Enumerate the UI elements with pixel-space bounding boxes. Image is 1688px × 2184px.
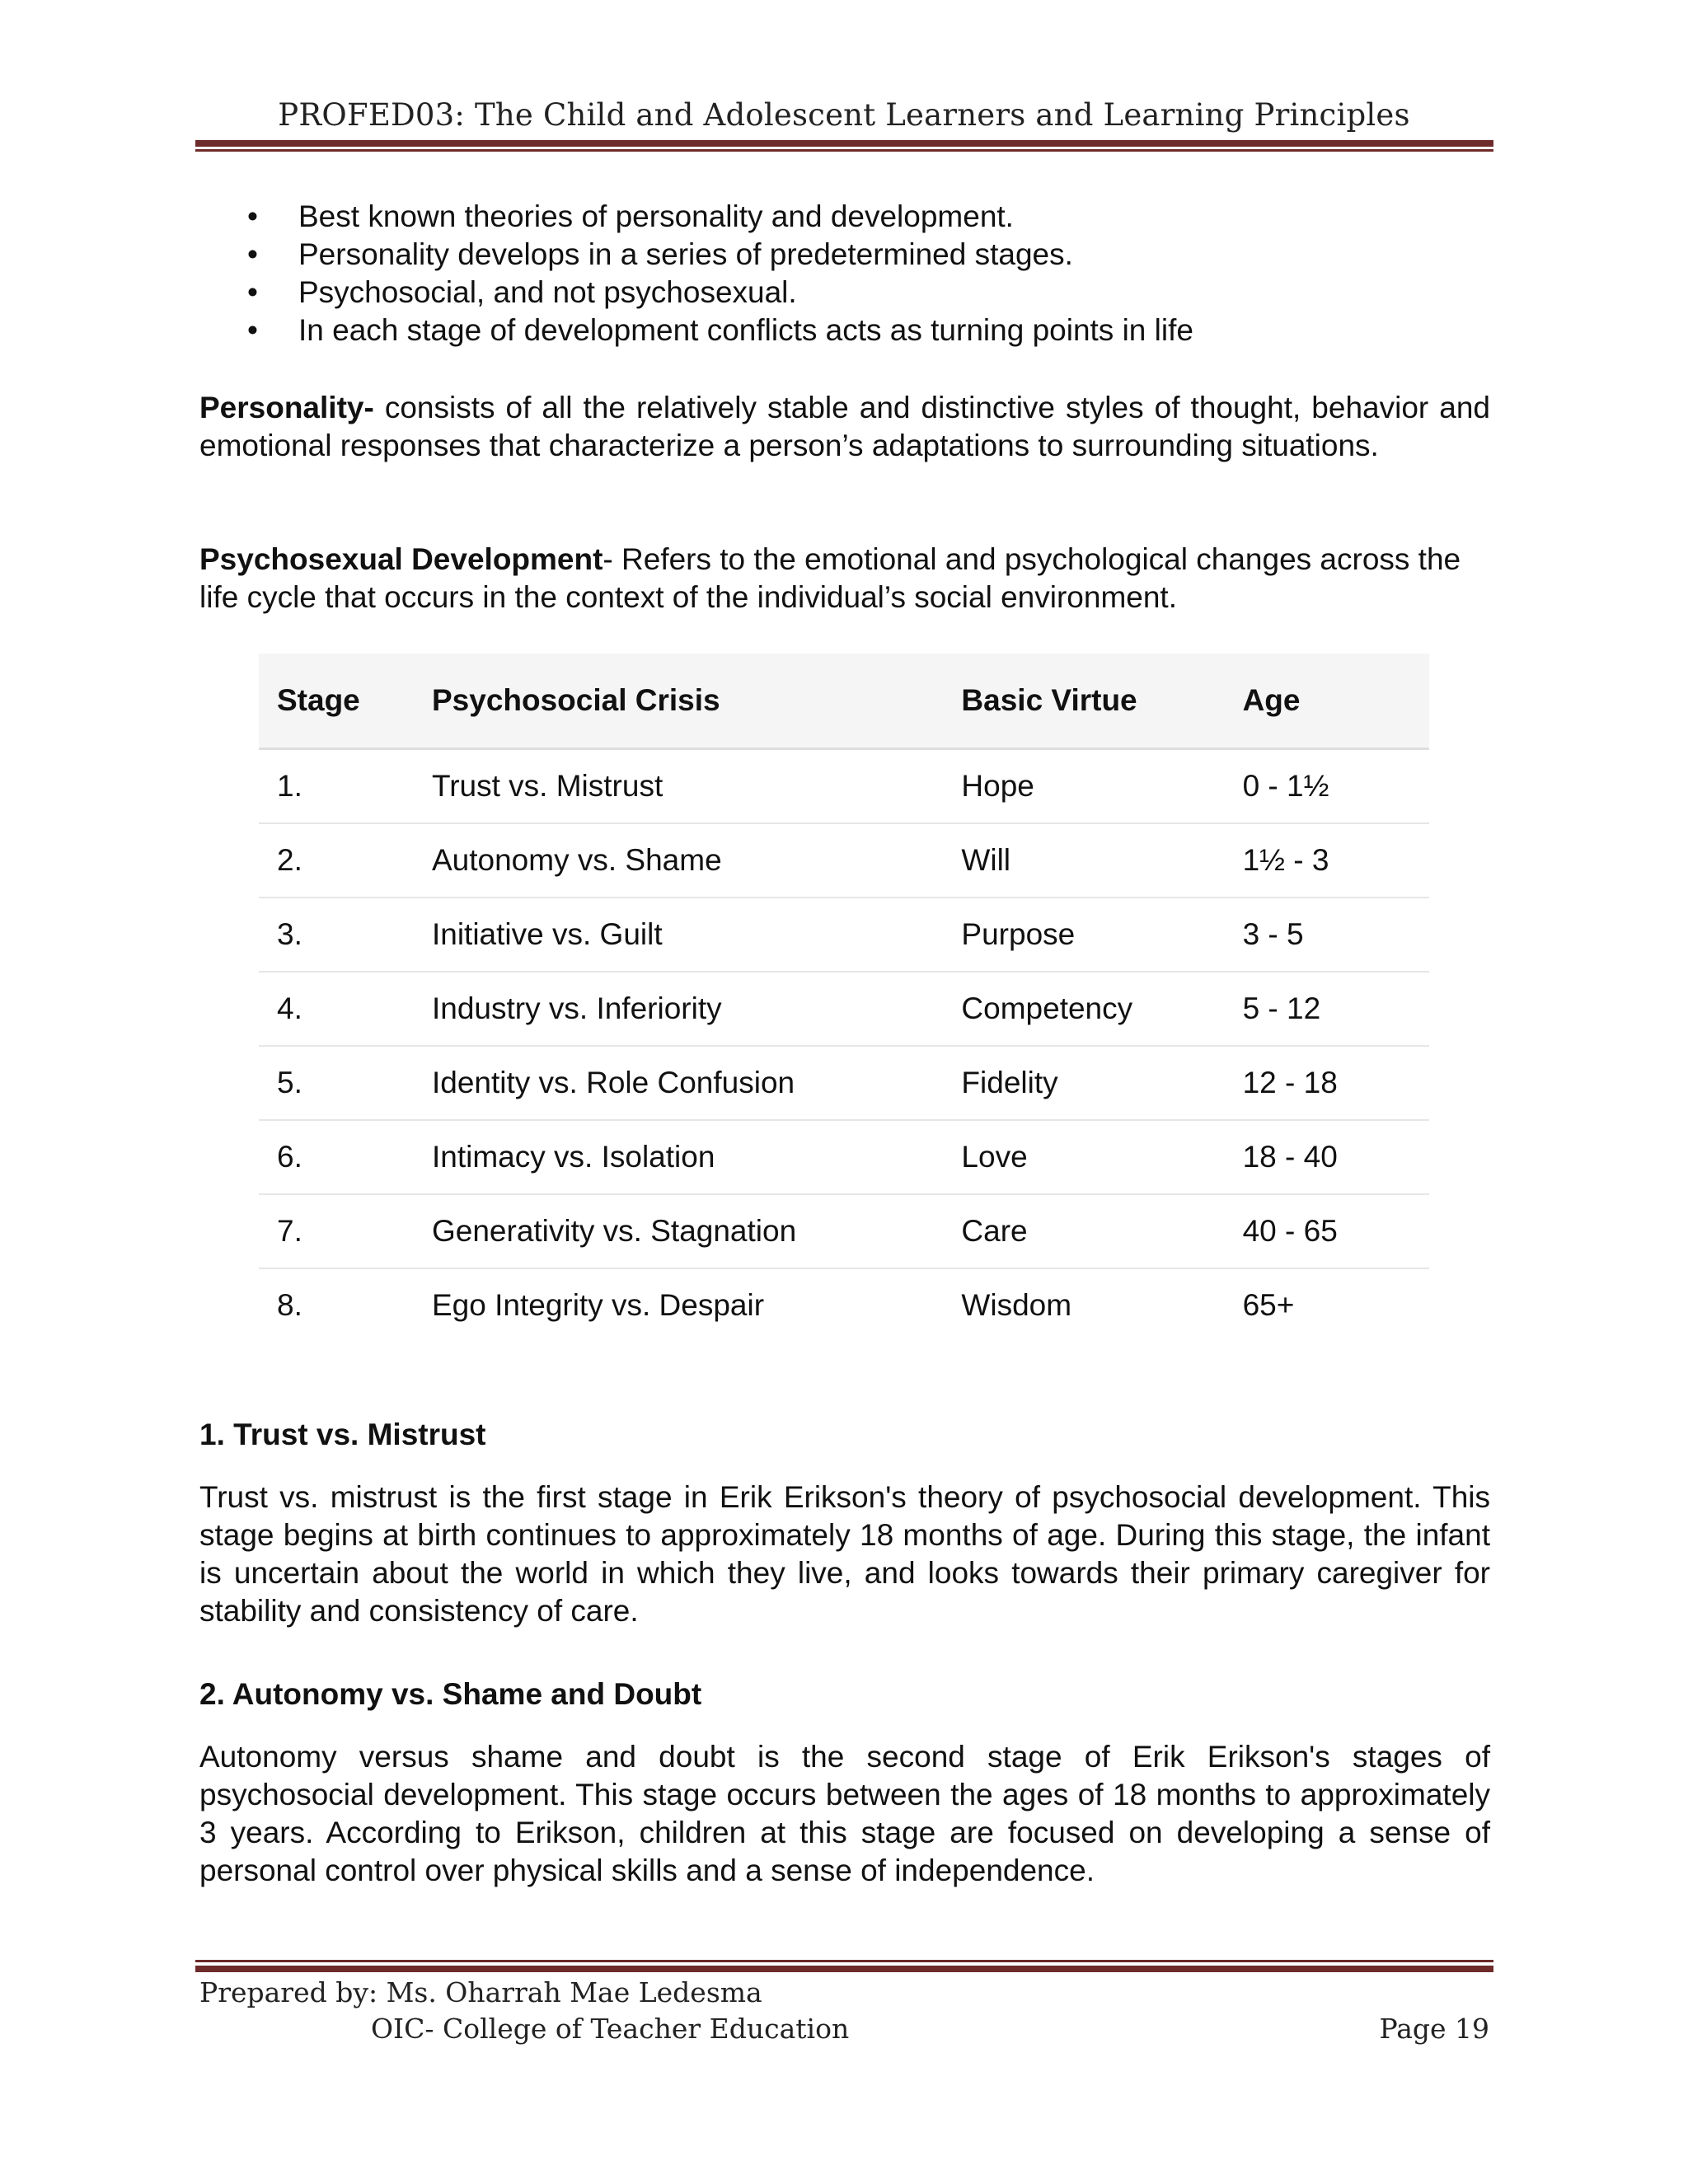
psychosocial-stages-table	[259, 654, 1429, 1342]
table-cell: Trust vs. Mistrust	[414, 749, 943, 824]
footer-prepared-by: Prepared by: Ms. Oharrah Mae Ledesma	[199, 1976, 762, 2008]
table-cell: 40 - 65	[1225, 1194, 1429, 1268]
table-cell: Love	[943, 1120, 1224, 1194]
table-cell: 18 - 40	[1225, 1120, 1429, 1194]
table-cell: Competency	[943, 972, 1224, 1046]
table-cell: Identity vs. Role Confusion	[414, 1046, 943, 1120]
footer-position: OIC- College of Teacher Education	[371, 2013, 850, 2045]
personality-definition	[199, 389, 1490, 465]
table-cell: 6.	[259, 1120, 414, 1194]
section-text-trust: Trust vs. mistrust is the first stage in Erik Erikson's theory of psychosocial development. This stage begins at birth continues to approximately 18 months of age. During this stage, the infant is uncertain about the world in which they live, and looks towards their primary caregiver for stability and consistency of care.	[199, 1480, 1490, 1628]
psychosexual-definition	[199, 541, 1490, 616]
list-item: • In each stage of development conflicts acts as turning points in life	[247, 312, 1193, 349]
bullet-icon: •	[247, 199, 258, 233]
table-cell: Hope	[943, 749, 1224, 824]
bullet-icon: •	[247, 237, 258, 271]
list-item: • Best known theories of personality and development.	[247, 198, 1193, 236]
table-cell: Care	[943, 1194, 1224, 1268]
table-cell: Generativity vs. Stagnation	[414, 1194, 943, 1268]
footer-rule-thin	[195, 1960, 1493, 1962]
table-cell: Initiative vs. Guilt	[414, 898, 943, 972]
table-row	[259, 1046, 1429, 1120]
table-header-cell: Age	[1225, 654, 1429, 749]
table-cell: 2.	[259, 823, 414, 898]
table-cell: Industry vs. Inferiority	[414, 972, 943, 1046]
table-row	[259, 1120, 1429, 1194]
table-row	[259, 1268, 1429, 1342]
section-text-autonomy: Autonomy versus shame and doubt is the second stage of Erik Erikson's stages of psychosocial development. This stage occurs between the ages of 18 months to approximately 3 years. According to Erikson, children at this stage are focused on developing a sense of personal control over physical skills and a sense of independence.	[199, 1740, 1490, 1887]
bullet-list	[247, 198, 1193, 349]
table-header-cell: Basic Virtue	[943, 654, 1224, 749]
table-row	[259, 898, 1429, 972]
table-cell: Will	[943, 823, 1224, 898]
list-item: • Personality develops in a series of predetermined stages.	[247, 236, 1193, 274]
table-cell: Intimacy vs. Isolation	[414, 1120, 943, 1194]
table-header-cell: Psychosocial Crisis	[414, 654, 943, 749]
bullet-icon: •	[247, 275, 258, 309]
table-cell: 5 - 12	[1225, 972, 1429, 1046]
footer-rule-thick	[195, 1966, 1493, 1972]
table-cell: 8.	[277, 1288, 302, 1322]
table-cell: 65+	[1242, 1288, 1295, 1322]
header-rule-thin	[195, 149, 1493, 152]
page-header-title: PROFED03: The Child and Adolescent Learners and Learning Principles	[278, 97, 1410, 133]
psychosexual-term: Psychosexual Development	[199, 542, 603, 576]
table-header-cell: Stage	[259, 654, 414, 749]
table-cell: Purpose	[943, 898, 1224, 972]
section-heading-autonomy: 2. Autonomy vs. Shame and Doubt	[199, 1677, 702, 1711]
table-cell: Ego Integrity vs. Despair	[431, 1288, 765, 1322]
table-cell: 1.	[259, 749, 414, 824]
table-cell: Wisdom	[961, 1288, 1072, 1322]
table-row	[259, 972, 1429, 1046]
list-item: • Psychosocial, and not psychosexual.	[247, 274, 1193, 312]
section-heading-trust: 1. Trust vs. Mistrust	[199, 1418, 486, 1451]
table-cell: 7.	[259, 1194, 414, 1268]
psychosexual-text: - Refers to the emotional and psychological changes across the life cycle that occurs in the context of the individual’s social environment.	[199, 542, 1461, 614]
table-cell: 0 - 1½	[1225, 749, 1429, 824]
table-cell: 3 - 5	[1225, 898, 1429, 972]
table-cell: 12 - 18	[1225, 1046, 1429, 1120]
table-cell: Fidelity	[943, 1046, 1224, 1120]
header-rule-thick	[195, 140, 1493, 147]
table-cell: 1½ - 3	[1225, 823, 1429, 898]
table-cell: 5.	[259, 1046, 414, 1120]
table-cell: 3.	[259, 898, 414, 972]
bullet-icon: •	[247, 313, 258, 347]
table-row	[259, 823, 1429, 898]
table-row	[259, 1194, 1429, 1268]
footer-page-number: Page 19	[1379, 2013, 1489, 2045]
table-header-row	[259, 654, 1429, 749]
personality-term: Personality-	[199, 391, 374, 424]
table-cell: 4.	[259, 972, 414, 1046]
table-cell: Autonomy vs. Shame	[414, 823, 943, 898]
table-row	[259, 749, 1429, 824]
personality-text: consists of all the relatively stable and distinctive styles of thought, behavior and emotional responses that characterize a person’s adaptations to surrounding situations.	[199, 391, 1491, 462]
